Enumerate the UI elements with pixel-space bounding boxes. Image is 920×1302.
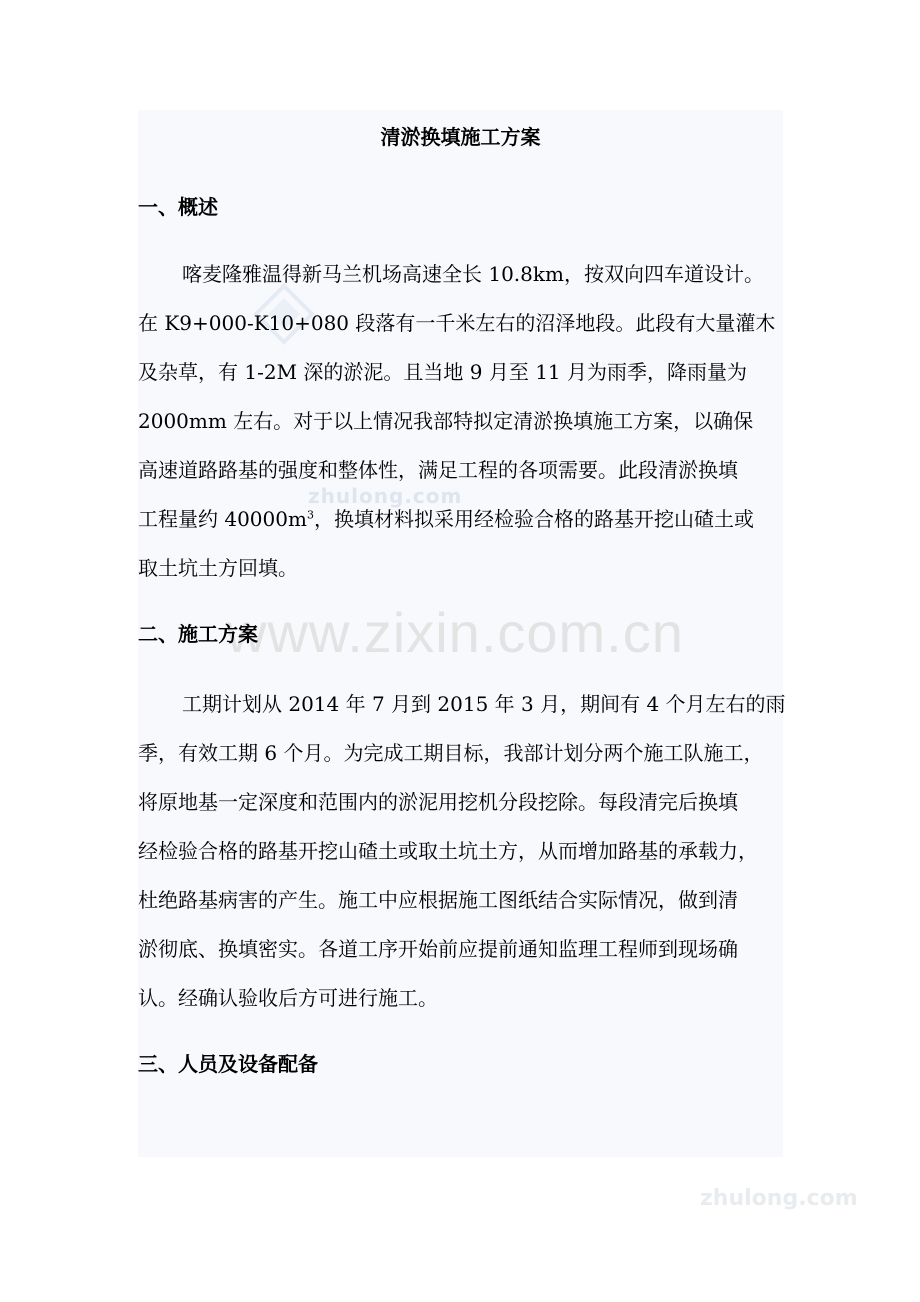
quantity-tail: ，换填材料拟采用经检验合格的路基开挖山碴土或 — [313, 507, 754, 531]
quantity-text: 工程量约 40000m — [138, 507, 307, 531]
paragraph-line: 高速道路路基的强度和整体性，满足工程的各项需要。此段清淤换填 — [138, 458, 738, 482]
paragraph-line: 认。经确认验收后方可进行施工。 — [138, 986, 438, 1010]
watermark-big: www.zixin.com.cn — [226, 601, 684, 664]
paragraph-line: 取土坑土方回填。 — [138, 556, 298, 580]
paragraph-line: 在 K9+000-K10+080 段落有一千米左右的沼泽地段。此段有大量灌木 — [138, 311, 776, 335]
unit-superscript: 3 — [306, 508, 314, 522]
watermark-small: zhulong.com — [308, 484, 463, 508]
paragraph-line: 将原地基一定深度和范围内的淤泥用挖机分段挖除。每段清完后换填 — [138, 790, 738, 814]
paragraph-line: 季，有效工期 6 个月。为完成工期目标，我部计划分两个施工队施工， — [138, 741, 764, 765]
paragraph-overview — [138, 250, 783, 593]
paragraph-line: 喀麦隆雅温得新马兰机场高速全长 10.8km，按双向四车道设计。 — [182, 262, 764, 286]
paragraph-line: 工期计划从 2014 年 7 月到 2015 年 3 月，期间有 4 个月左右的雨 — [182, 692, 786, 716]
section-heading-staffing: 三、人员及设备配备 — [138, 1052, 318, 1076]
paragraph-line — [138, 495, 783, 544]
paragraph-plan — [138, 680, 786, 1023]
paragraph-line: 淤彻底、换填密实。各道工序开始前应提前通知监理工程师到现场确 — [138, 937, 738, 961]
watermark-corner: zhulong.com — [700, 1186, 858, 1211]
section-heading-plan: 二、施工方案 — [138, 622, 258, 646]
paragraph-line: 经检验合格的路基开挖山碴土或取土坑土方，从而增加路基的承载力， — [138, 839, 758, 863]
section-heading-overview: 一、概述 — [138, 195, 218, 219]
document-title: 清淤换填施工方案 — [380, 125, 541, 149]
paragraph-line: 及杂草，有 1-2M 深的淤泥。且当地 9 月至 11 月为雨季，降雨量为 — [138, 360, 748, 384]
paragraph-line: 2000mm 左右。对于以上情况我部特拟定清淤换填施工方案，以确保 — [138, 409, 754, 433]
paragraph-line: 杜绝路基病害的产生。施工中应根据施工图纸结合实际情况，做到清 — [138, 888, 738, 912]
